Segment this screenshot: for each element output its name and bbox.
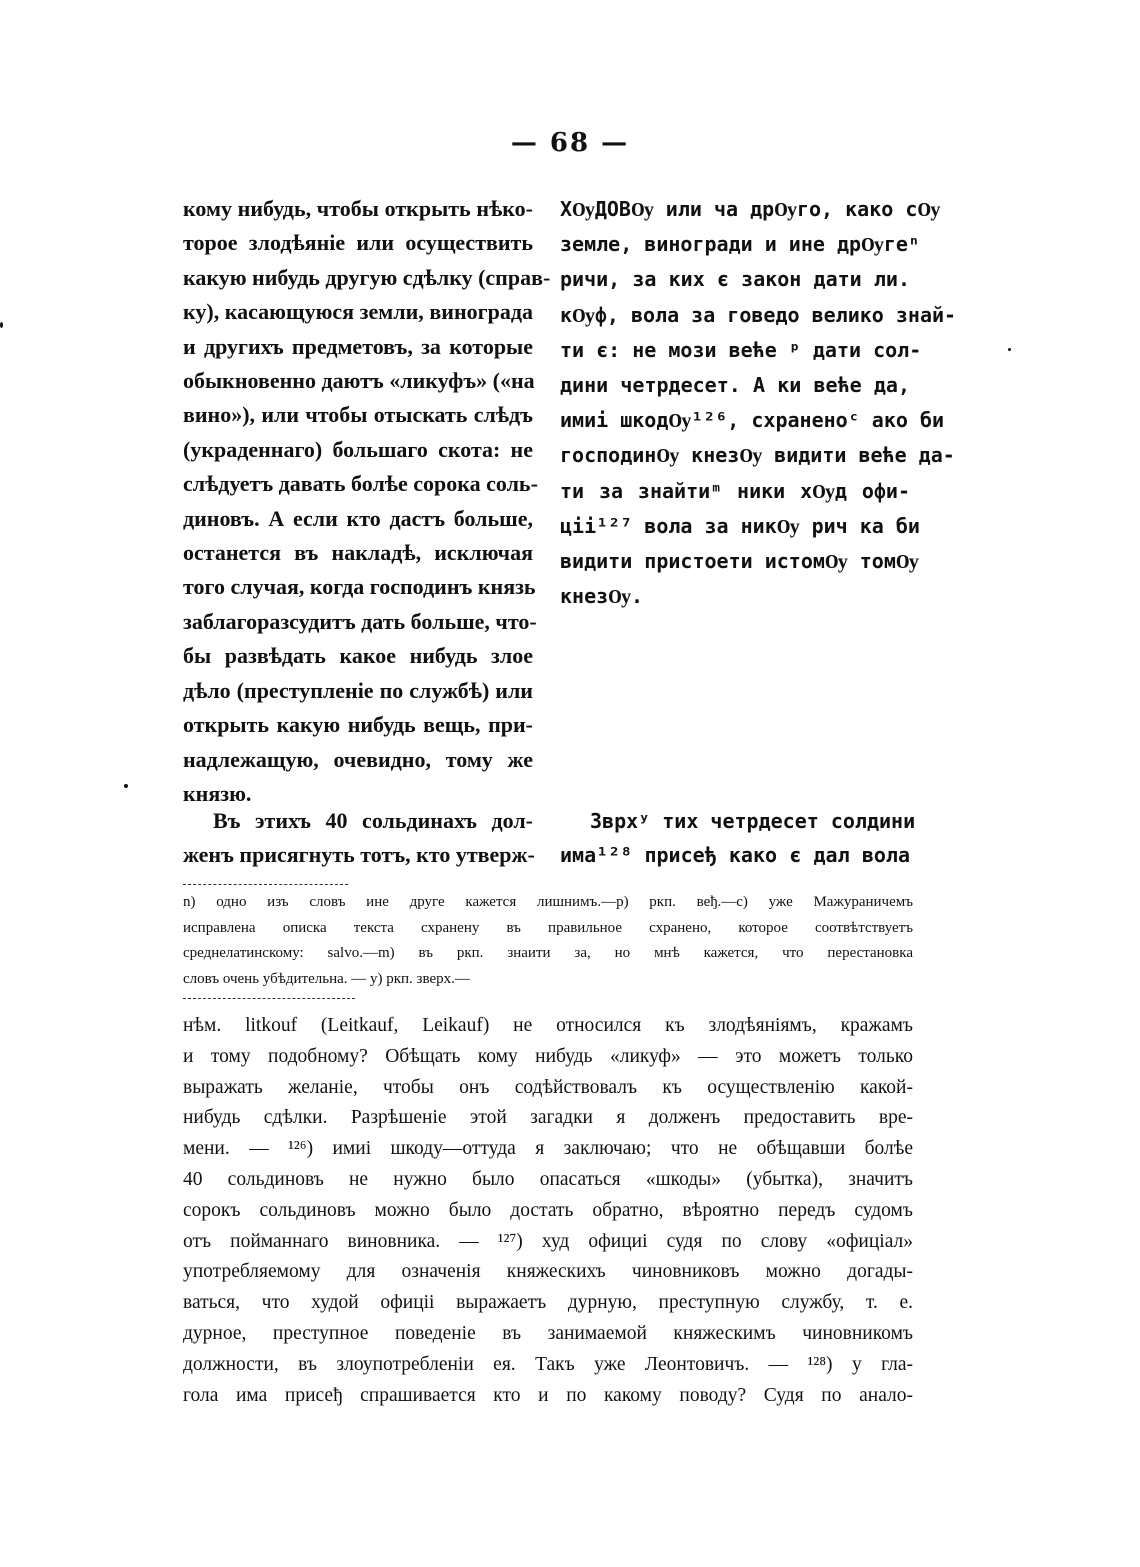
footnotes-divider	[183, 998, 355, 999]
text-line: има¹²⁸ присеђ како є дал вола	[560, 843, 910, 867]
footnote-line: сорокъ сольдиновъ можно было достать обратно, вѣроятно передъ судомъ	[183, 1199, 913, 1221]
note-line: n) одно изъ словъ ине друге кажется лишнимъ.—p) ркп. веђ.—c) уже Мажураничемъ	[183, 894, 913, 910]
footnote-line: отъ пойманнаго виновника. — ¹²⁷) худ официі судя по слову «офиціал»	[183, 1230, 913, 1252]
scan-speck	[124, 784, 128, 788]
text-line: господинѸ кнезѸ видити веће да-	[560, 443, 955, 468]
footnote-line: нѣм. litkouf (Leitkauf, Leikauf) не относился къ злодѣяніямъ, кражамъ	[183, 1015, 913, 1036]
text-line: кнезѸ.	[560, 584, 643, 609]
note-line: среднелатинскому: salvo.—m) въ ркп. знаити за, но мнѣ кажется, что перестановка	[183, 945, 913, 961]
text-line: слѣдуетъ давать болѣе сорока соль-	[183, 471, 538, 497]
page-number: — 68 —	[510, 128, 630, 158]
text-line: торое злодѣяніе или осуществить	[183, 230, 533, 256]
text-line: открыть какую нибудь вещь, при-	[183, 712, 533, 738]
text-line: видити пристоети истомѸ томѸ	[560, 549, 919, 574]
footnote-line: и тому подобному? Обѣщать кому нибудь «ликуф» — это можетъ только	[183, 1045, 913, 1067]
note-line: исправлена описка текста схранену въ правильное схранено, которое соотвѣтствуетъ	[183, 919, 913, 936]
footnote-line: дурное, преступное поведеніе въ занимаемой княжескимъ чиновникомъ	[183, 1322, 913, 1344]
right-column-croatian	[560, 192, 957, 614]
note-line: словъ очень убѣдительна. — y) ркп. зверх.—	[183, 970, 470, 987]
textual-notes	[183, 890, 913, 992]
text-line: диновъ. А если кто дастъ больше,	[183, 505, 533, 531]
text-line: заблагоразсудитъ дать больше, что-	[183, 608, 537, 634]
footnote-line: выражать желаніе, чтобы онъ содѣйствовалъ къ осуществленію какой-	[183, 1076, 913, 1098]
left-column-russian	[183, 192, 551, 811]
text-line: кѸф, вола за говедо велико знай-	[560, 302, 957, 327]
footnote-line: нибудь сдѣлки. Разрѣшеніе этой загадки я долженъ предоставить вре-	[183, 1107, 913, 1129]
text-line: ти є: не мози веће ᵖ дати сол-	[560, 337, 922, 362]
text-line: надлежащую, очевидно, тому же	[183, 746, 533, 772]
text-line: (украденнаго) большаго скота: не	[183, 436, 533, 462]
text-line: какую нибудь другую сдѣлку (справ-	[183, 264, 551, 290]
text-line: земле, виногради и ине дрѸгеⁿ	[560, 232, 920, 257]
text-line: имиі шкодѸ¹²⁶, схраненоᶜ ако би	[560, 408, 945, 433]
footnote-line: ваться, что худой офиціі выражаетъ дурную, преступную службу, т. е.	[183, 1292, 913, 1314]
notes-divider	[183, 884, 348, 885]
text-line: обыкновенно даютъ «ликуфъ» («на	[183, 368, 535, 394]
text-line: и другихъ предметовъ, за которые	[183, 333, 533, 359]
text-line: ціі¹²⁷ вола за никѸ рич ка би	[560, 513, 920, 538]
footnote-line: мени. — ¹²⁶) имиі шкоду—оттуда я заключаю; что не обѣщавши болѣе	[183, 1138, 913, 1160]
footnote-line: должности, въ злоупотребленіи ея. Такъ уже Леонтовичъ. — ¹²⁸) у гла-	[183, 1353, 913, 1375]
text-line: Въ этихъ 40 сольдинахъ дол-	[213, 808, 533, 833]
text-line: дини четрдесет. А ки веће да,	[560, 373, 910, 398]
text-line: ХѸДОВѸ или ча дрѸго, како сѸ	[560, 197, 941, 221]
text-line: вино»), или чтобы отыскать слѣдъ	[183, 402, 533, 428]
footnote-line: гола има присеђ спрашивается кто и по какому поводу? Судя по анало-	[183, 1384, 913, 1406]
text-line: дѣло (преступленіе по службѣ) или	[183, 677, 533, 703]
right-paragraph-2	[560, 804, 916, 872]
text-line: князю.	[183, 780, 252, 806]
text-line: ку), касающуюся земли, винограда	[183, 299, 533, 325]
text-line: того случая, когда господинъ князь	[183, 574, 536, 600]
scan-speck	[0, 322, 3, 328]
text-line: кому нибудь, чтобы открыть нѣко-	[183, 196, 533, 221]
text-line: женъ присягнуть тотъ, кто утверж-	[183, 842, 535, 867]
text-line: ричи, за ких є закон дати ли.	[560, 267, 910, 292]
text-line: бы развѣдать какое нибудь злое	[183, 643, 533, 669]
left-paragraph-2	[183, 804, 533, 872]
text-line: ти за знайтиᵐ ники хѸд офи-	[560, 478, 910, 503]
footnote-line: 40 сольдиновъ не нужно было опасаться «шкоды» (убытка), значитъ	[183, 1168, 913, 1190]
footnote-line: употребляемому для означенія княжескихъ чиновниковъ можно догады-	[183, 1261, 913, 1283]
footnotes	[183, 1011, 913, 1411]
text-line: Зврхʸ тих четрдесет солдини	[590, 809, 916, 833]
text-line: останется въ накладѣ, исключая	[183, 540, 533, 566]
scan-speck	[1008, 348, 1011, 351]
